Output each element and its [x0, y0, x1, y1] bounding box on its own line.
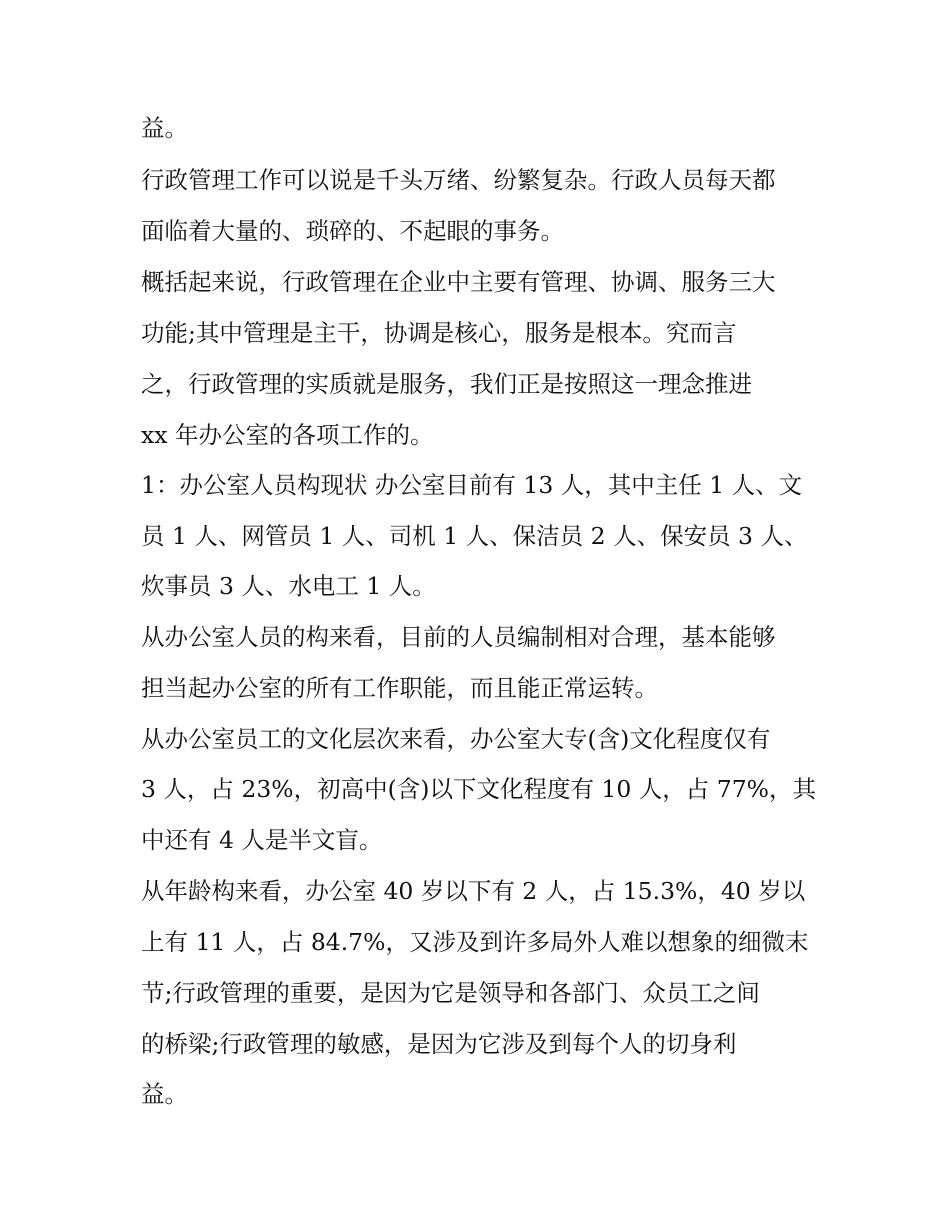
text-line: 益。 [141, 114, 188, 142]
text-line: xx 年办公室的各项工作的。 [141, 421, 434, 449]
text-line: 面临着大量的、琐碎的、不起眼的事务。 [141, 217, 564, 245]
text-line: 功能;其中管理是主干，协调是核心，服务是根本。究而言 [141, 319, 737, 347]
text-line: 中还有 4 人是半文盲。 [141, 826, 383, 854]
text-line: 节;行政管理的重要，是因为它是领导和各部门、众员工之间 [141, 979, 760, 1007]
text-line: 的桥梁;行政管理的敏感，是因为它涉及到每个人的切身利 [141, 1030, 737, 1058]
text-line: 炊事员 3 人、水电工 1 人。 [141, 572, 436, 600]
text-line: 员 1 人、网管员 1 人、司机 1 人、保洁员 2 人、保安员 3 人、 [141, 522, 808, 550]
text-line: 从年龄构来看，办公室 40 岁以下有 2 人，占 15.3%，40 岁以 [141, 877, 806, 905]
text-line: 3 人，占 23%，初高中(含)以下文化程度有 10 人，占 77%，其 [141, 775, 817, 803]
text-line: 从办公室人员的构来看，目前的人员编制相对合理，基本能够 [141, 623, 776, 651]
text-line: 益。 [141, 1080, 188, 1108]
text-line: 行政管理工作可以说是千头万绪、纷繁复杂。行政人员每天都 [141, 166, 776, 194]
text-line: 概括起来说，行政管理在企业中主要有管理、协调、服务三大 [141, 268, 776, 296]
text-line: 上有 11 人，占 84.7%，又涉及到许多局外人难以想象的细微末 [141, 928, 809, 956]
text-line: 之，行政管理的实质就是服务，我们正是按照这一理念推进 [141, 370, 752, 398]
text-line: 1：办公室人员构现状 办公室目前有 13 人，其中主任 1 人、文 [141, 471, 803, 499]
text-line: 从办公室员工的文化层次来看，办公室大专(含)文化程度仅有 [141, 725, 771, 753]
text-line: 担当起办公室的所有工作职能，而且能正常运转。 [141, 674, 658, 702]
